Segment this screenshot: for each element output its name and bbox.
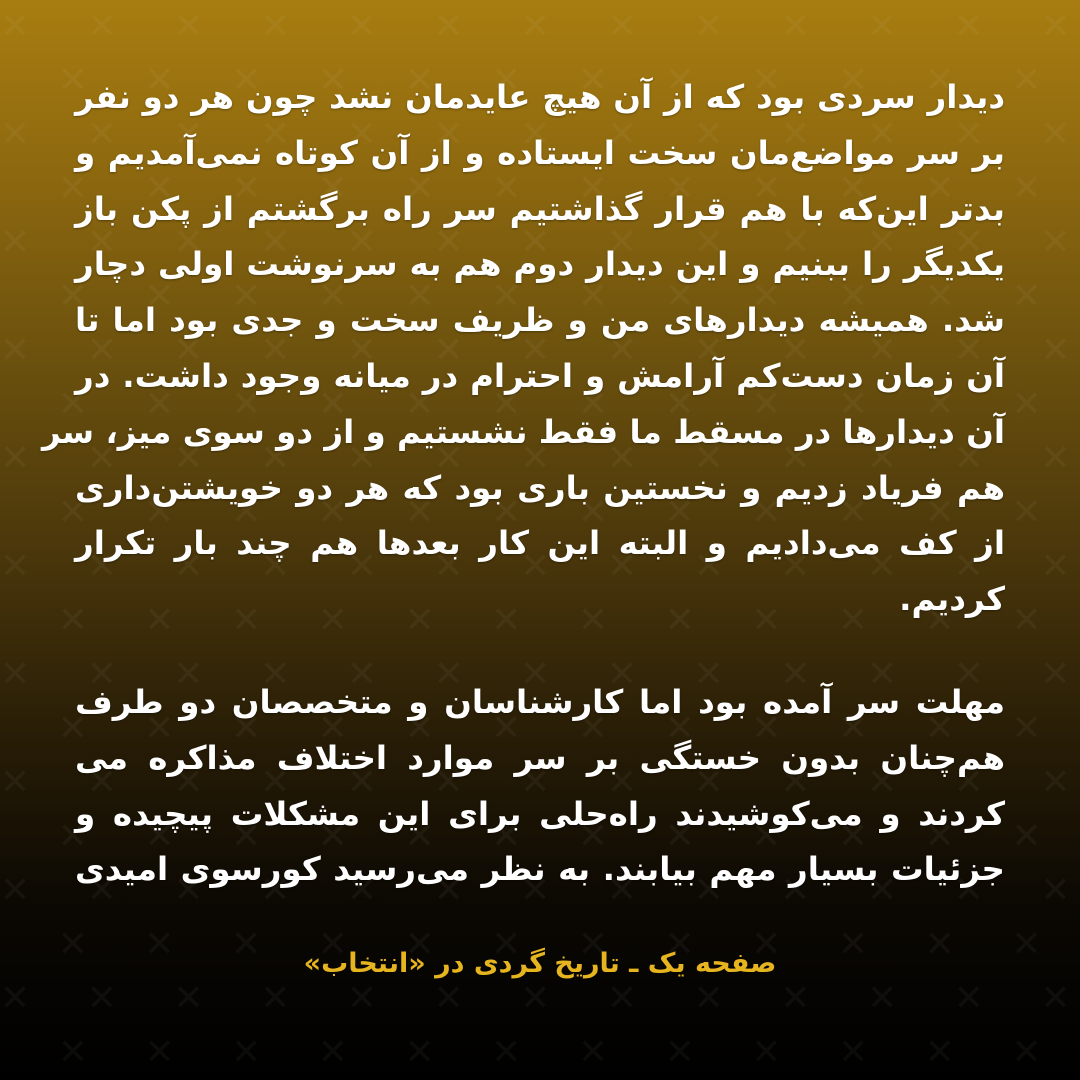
- text-line: هم فریاد زدیم و نخستین باری بود که هر دو خویشتن‌داری: [75, 468, 1005, 507]
- text-line: کردند و می‌کوشیدند راه‌حلی برای این مشکلات پیچیده و: [75, 794, 1005, 833]
- text-line: هم‌چنان بدون خستگی بر سر موارد اختلاف مذاکره می: [75, 738, 1005, 777]
- text-line: از کف می‌دادیم و البته این کار بعدها هم چند بار تکرار: [75, 524, 1005, 563]
- text-line: دیدار سردی بود که از آن هیچ عایدمان نشد چون هر دو نفر: [75, 78, 1005, 116]
- text-line: آن زمان دست‌کم آرامش و احترام در میانه وجود داشت. در: [75, 356, 1005, 395]
- text-line: کردیم.: [899, 580, 1005, 619]
- text-line: بر سر مواضع‌مان سخت ایستاده و از آن کوتاه نمی‌آمدیم و: [75, 133, 1005, 172]
- caption: صفحه یک ـ تاریخ گردی در «انتخاب»: [303, 948, 777, 979]
- text-line: آن دیدارها در مسقط ما فقط نشستیم و از دو سوی میز، سر: [41, 412, 1005, 451]
- paragraph-2: [75, 675, 1005, 898]
- paragraph-1: [41, 70, 1005, 628]
- text-line: مهلت سر آمده بود اما کارشناسان و متخصصان دو طرف: [75, 682, 1005, 721]
- text-line: جزئیات بسیار مهم بیابند. به نظر می‌رسید کورسوی امیدی: [75, 850, 1005, 889]
- text-line: یکدیگر را ببنیم و این دیدار دوم هم به سرنوشت اولی دچار: [75, 245, 1005, 284]
- article-text-block: [41, 70, 1005, 898]
- text-line: بدتر این‌که با هم قرار گذاشتیم سر راه برگشتم از پکن باز: [75, 189, 1005, 228]
- text-line: شد. همیشه دیدارهای من و ظریف سخت و جدی بود اما تا: [75, 301, 1005, 340]
